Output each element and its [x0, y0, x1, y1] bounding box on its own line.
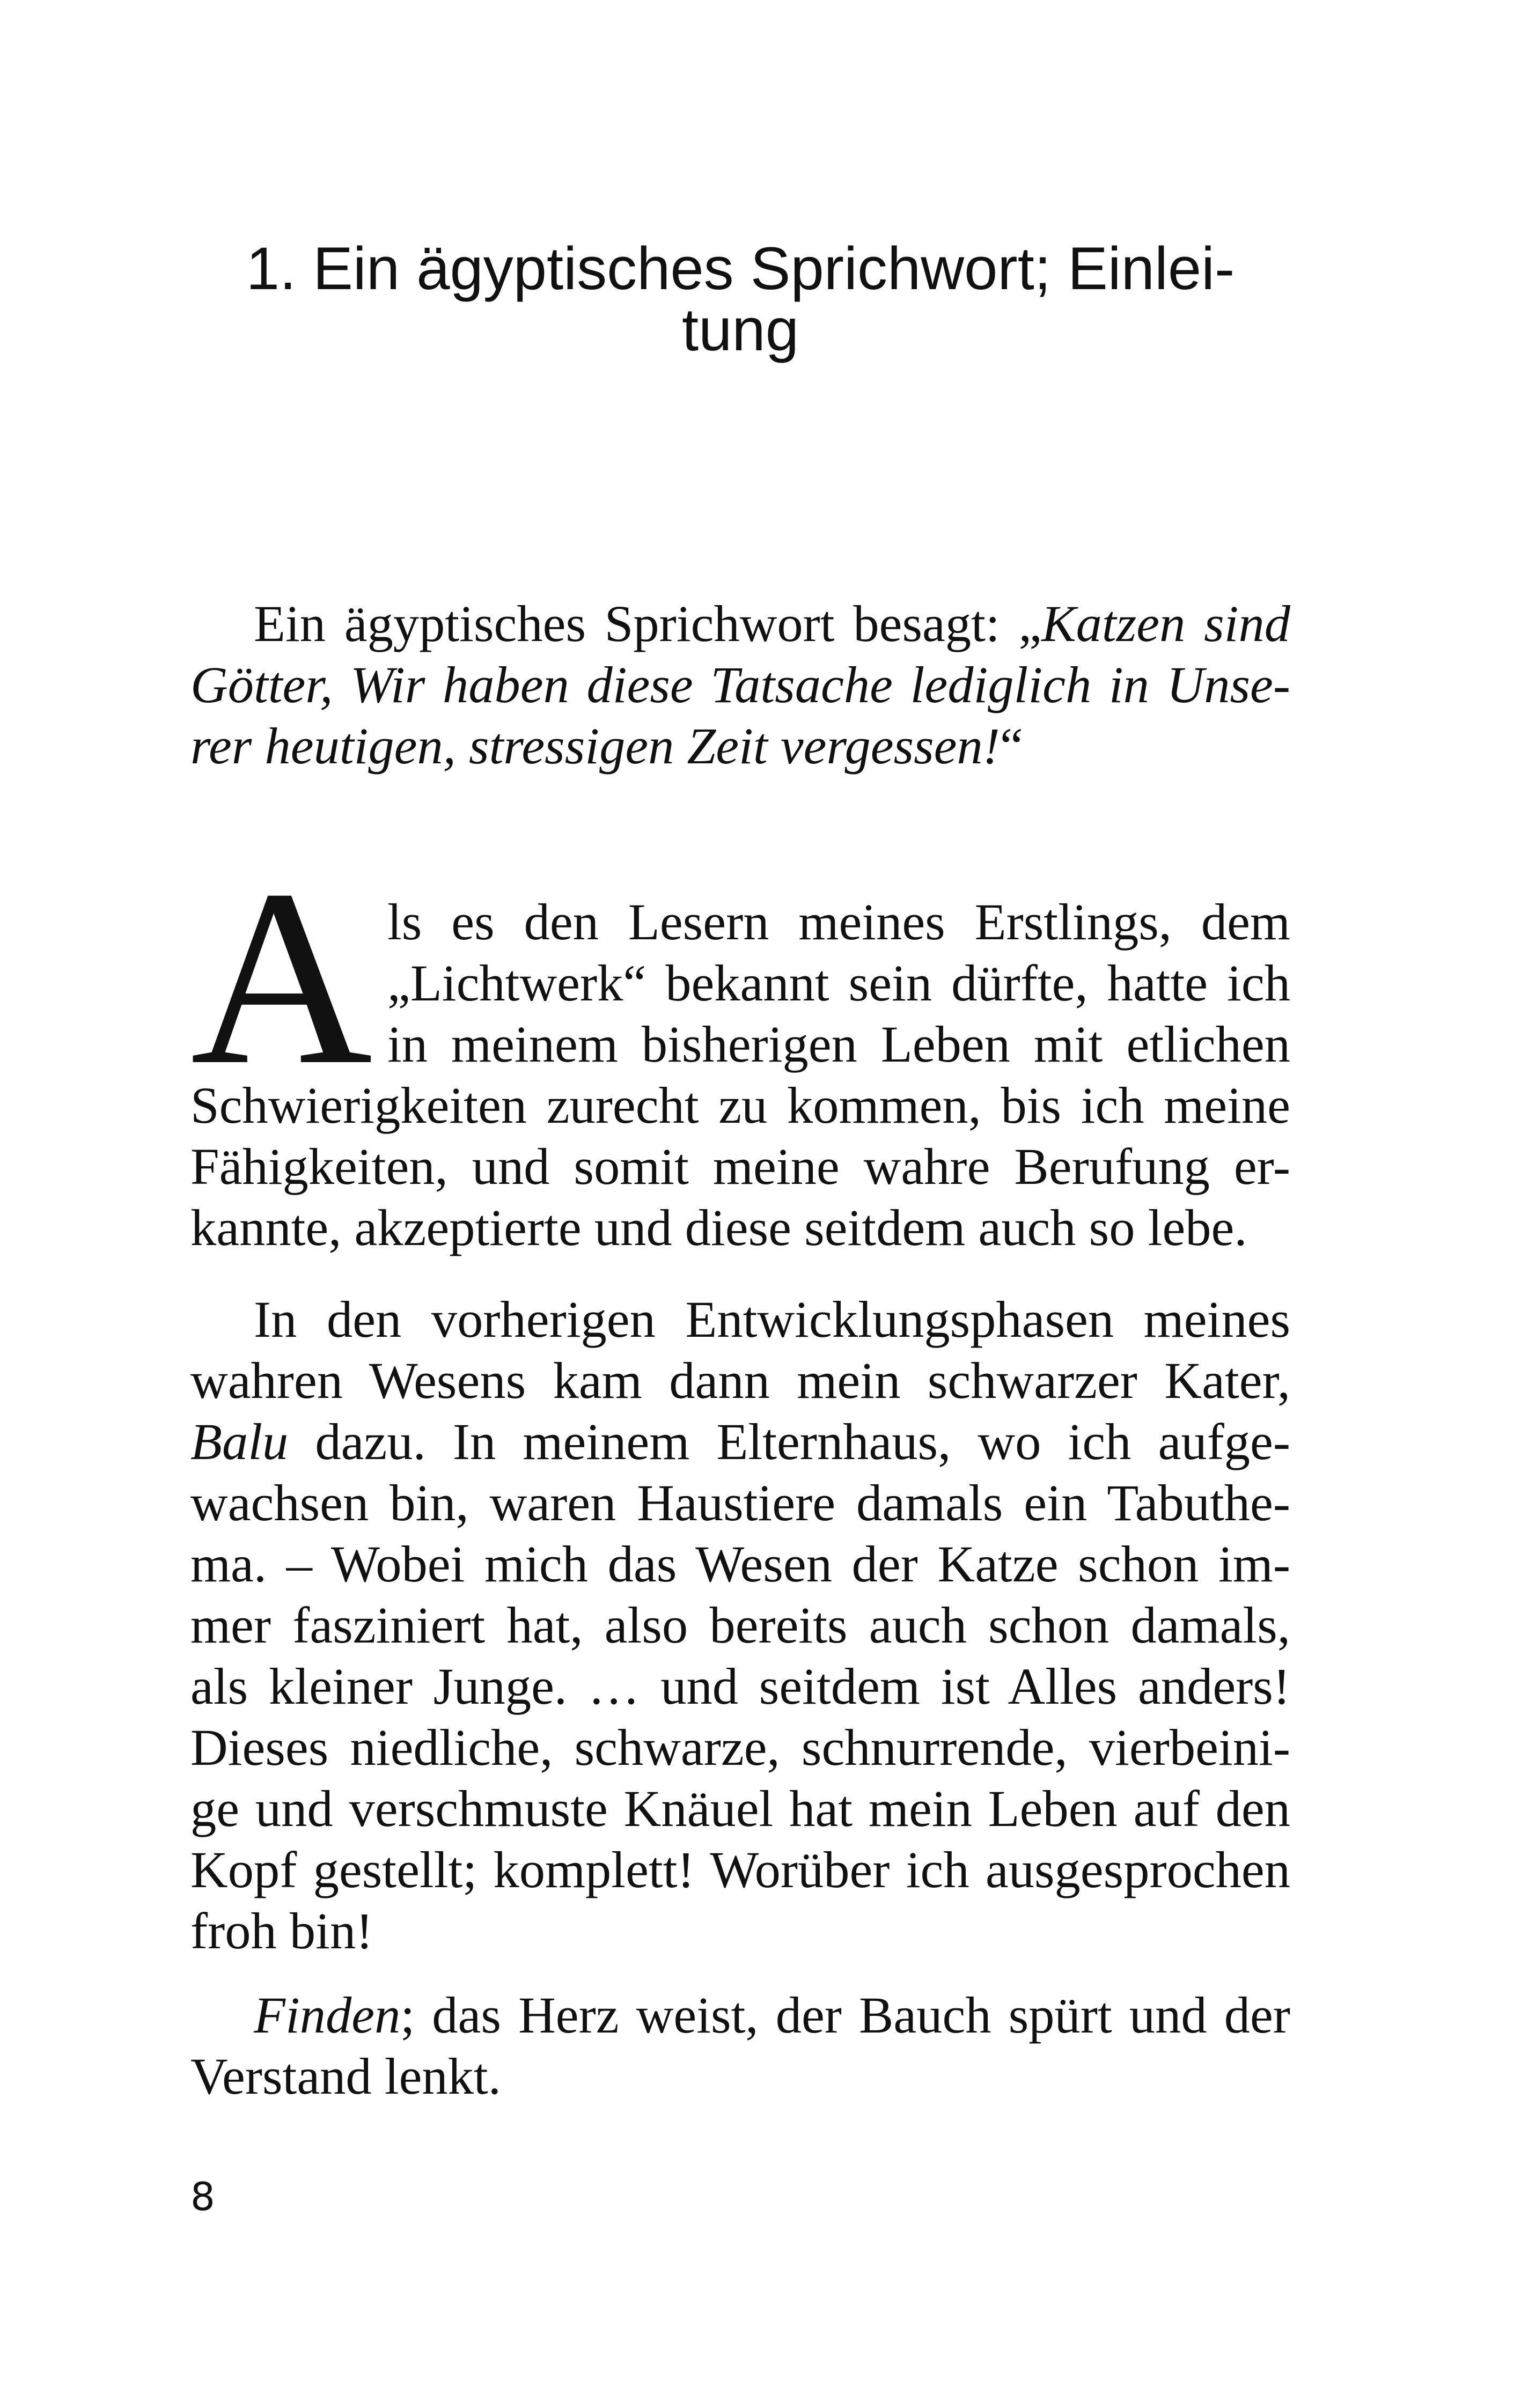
paragraph-2-line-6: mer fasziniert hat, also bereits auch schon damals,: [190, 1596, 1290, 1654]
quote-line-1-roman: Ein ägyptisches Sprichwort besagt: „: [254, 595, 1042, 652]
proverb-quote: [190, 593, 1290, 777]
quote-line-1-italic: Katzen sind: [1041, 595, 1290, 652]
paragraph-2: [190, 1289, 1290, 1962]
paragraph-2-line-1: In den vorherigen Entwicklungsphasen meines: [254, 1291, 1290, 1348]
paragraph-1-line-5: Fähigkeiten, und somit meine wahre Berufung er-: [190, 1138, 1290, 1195]
paragraph-1-line-3: in meinem bisherigen Leben mit etlichen: [387, 1015, 1290, 1073]
paragraph-2-line-5: ma. – Wobei mich das Wesen der Katze schon im-: [190, 1535, 1290, 1593]
cat-name-balu: Balu: [190, 1413, 289, 1470]
paragraph-2-line-8: Dieses niedliche, schwarze, schnurrende, vierbeini-: [190, 1719, 1290, 1776]
paragraph-1-line-2: „Lichtwerk“ bekannt sein dürfte, hatte ich: [387, 954, 1290, 1012]
paragraph-3-line-1-rest: ; das Herz weist, der Bauch spürt und der: [400, 1986, 1290, 2044]
quote-line-3: [190, 716, 1290, 777]
paragraph-1-line-4: Schwierigkeiten zurecht zu kommen, bis ich meine: [190, 1077, 1290, 1134]
quote-closing-mark: “: [1000, 717, 1023, 775]
paragraph-2-line-10: Kopf gestellt; komplett! Worüber ich ausgesprochen: [190, 1841, 1290, 1898]
paragraph-2-line-9: ge und verschmuste Knäuel hat mein Leben auf den: [190, 1780, 1290, 1837]
quote-line-1: [190, 593, 1290, 654]
chapter-title-line-2: tung: [682, 296, 799, 363]
drop-cap: A: [190, 837, 373, 1117]
quote-line-2: Götter, Wir haben diese Tatsache lediglich in Unse-: [190, 656, 1290, 713]
paragraph-3-line-1: [190, 1985, 1290, 2046]
paragraph-1-capped-lines: [387, 892, 1290, 1075]
paragraph-1-line-1: ls es den Lesern meines Erstlings, dem: [387, 893, 1290, 951]
paragraph-2-line-3: [190, 1411, 1290, 1472]
paragraph-2-line-7: als kleiner Junge. … und seitdem ist Alles anders!: [190, 1658, 1290, 1715]
paragraph-1-line-6: kannte, akzeptierte und diese seitdem auch so lebe.: [190, 1199, 1247, 1256]
paragraph-2-line-4: wachsen bin, waren Haustiere damals ein Tabuthe-: [190, 1474, 1290, 1531]
paragraph-3: [190, 1985, 1290, 2107]
paragraph-2-line-2: wahren Wesens kam dann mein schwarzer Kater,: [190, 1352, 1290, 1409]
quote-line-3-italic: rer heutigen, stressigen Zeit vergessen!: [190, 717, 1000, 775]
chapter-title: [190, 233, 1290, 363]
page-number: 8: [190, 2174, 215, 2219]
paragraph-2-line-3-rest: dazu. In meinem Elternhaus, wo ich aufge-: [288, 1413, 1290, 1470]
paragraph-2-line-11: froh bin!: [190, 1902, 373, 1960]
paragraph-3-italic-word: Finden: [254, 1986, 401, 2044]
paragraph-1-remaining-lines: [190, 1075, 1290, 1258]
chapter-title-line-1: 1. Ein ägyptisches Sprichwort; Einlei-: [246, 235, 1235, 302]
paragraph-3-line-2: Verstand lenkt.: [190, 2048, 501, 2105]
